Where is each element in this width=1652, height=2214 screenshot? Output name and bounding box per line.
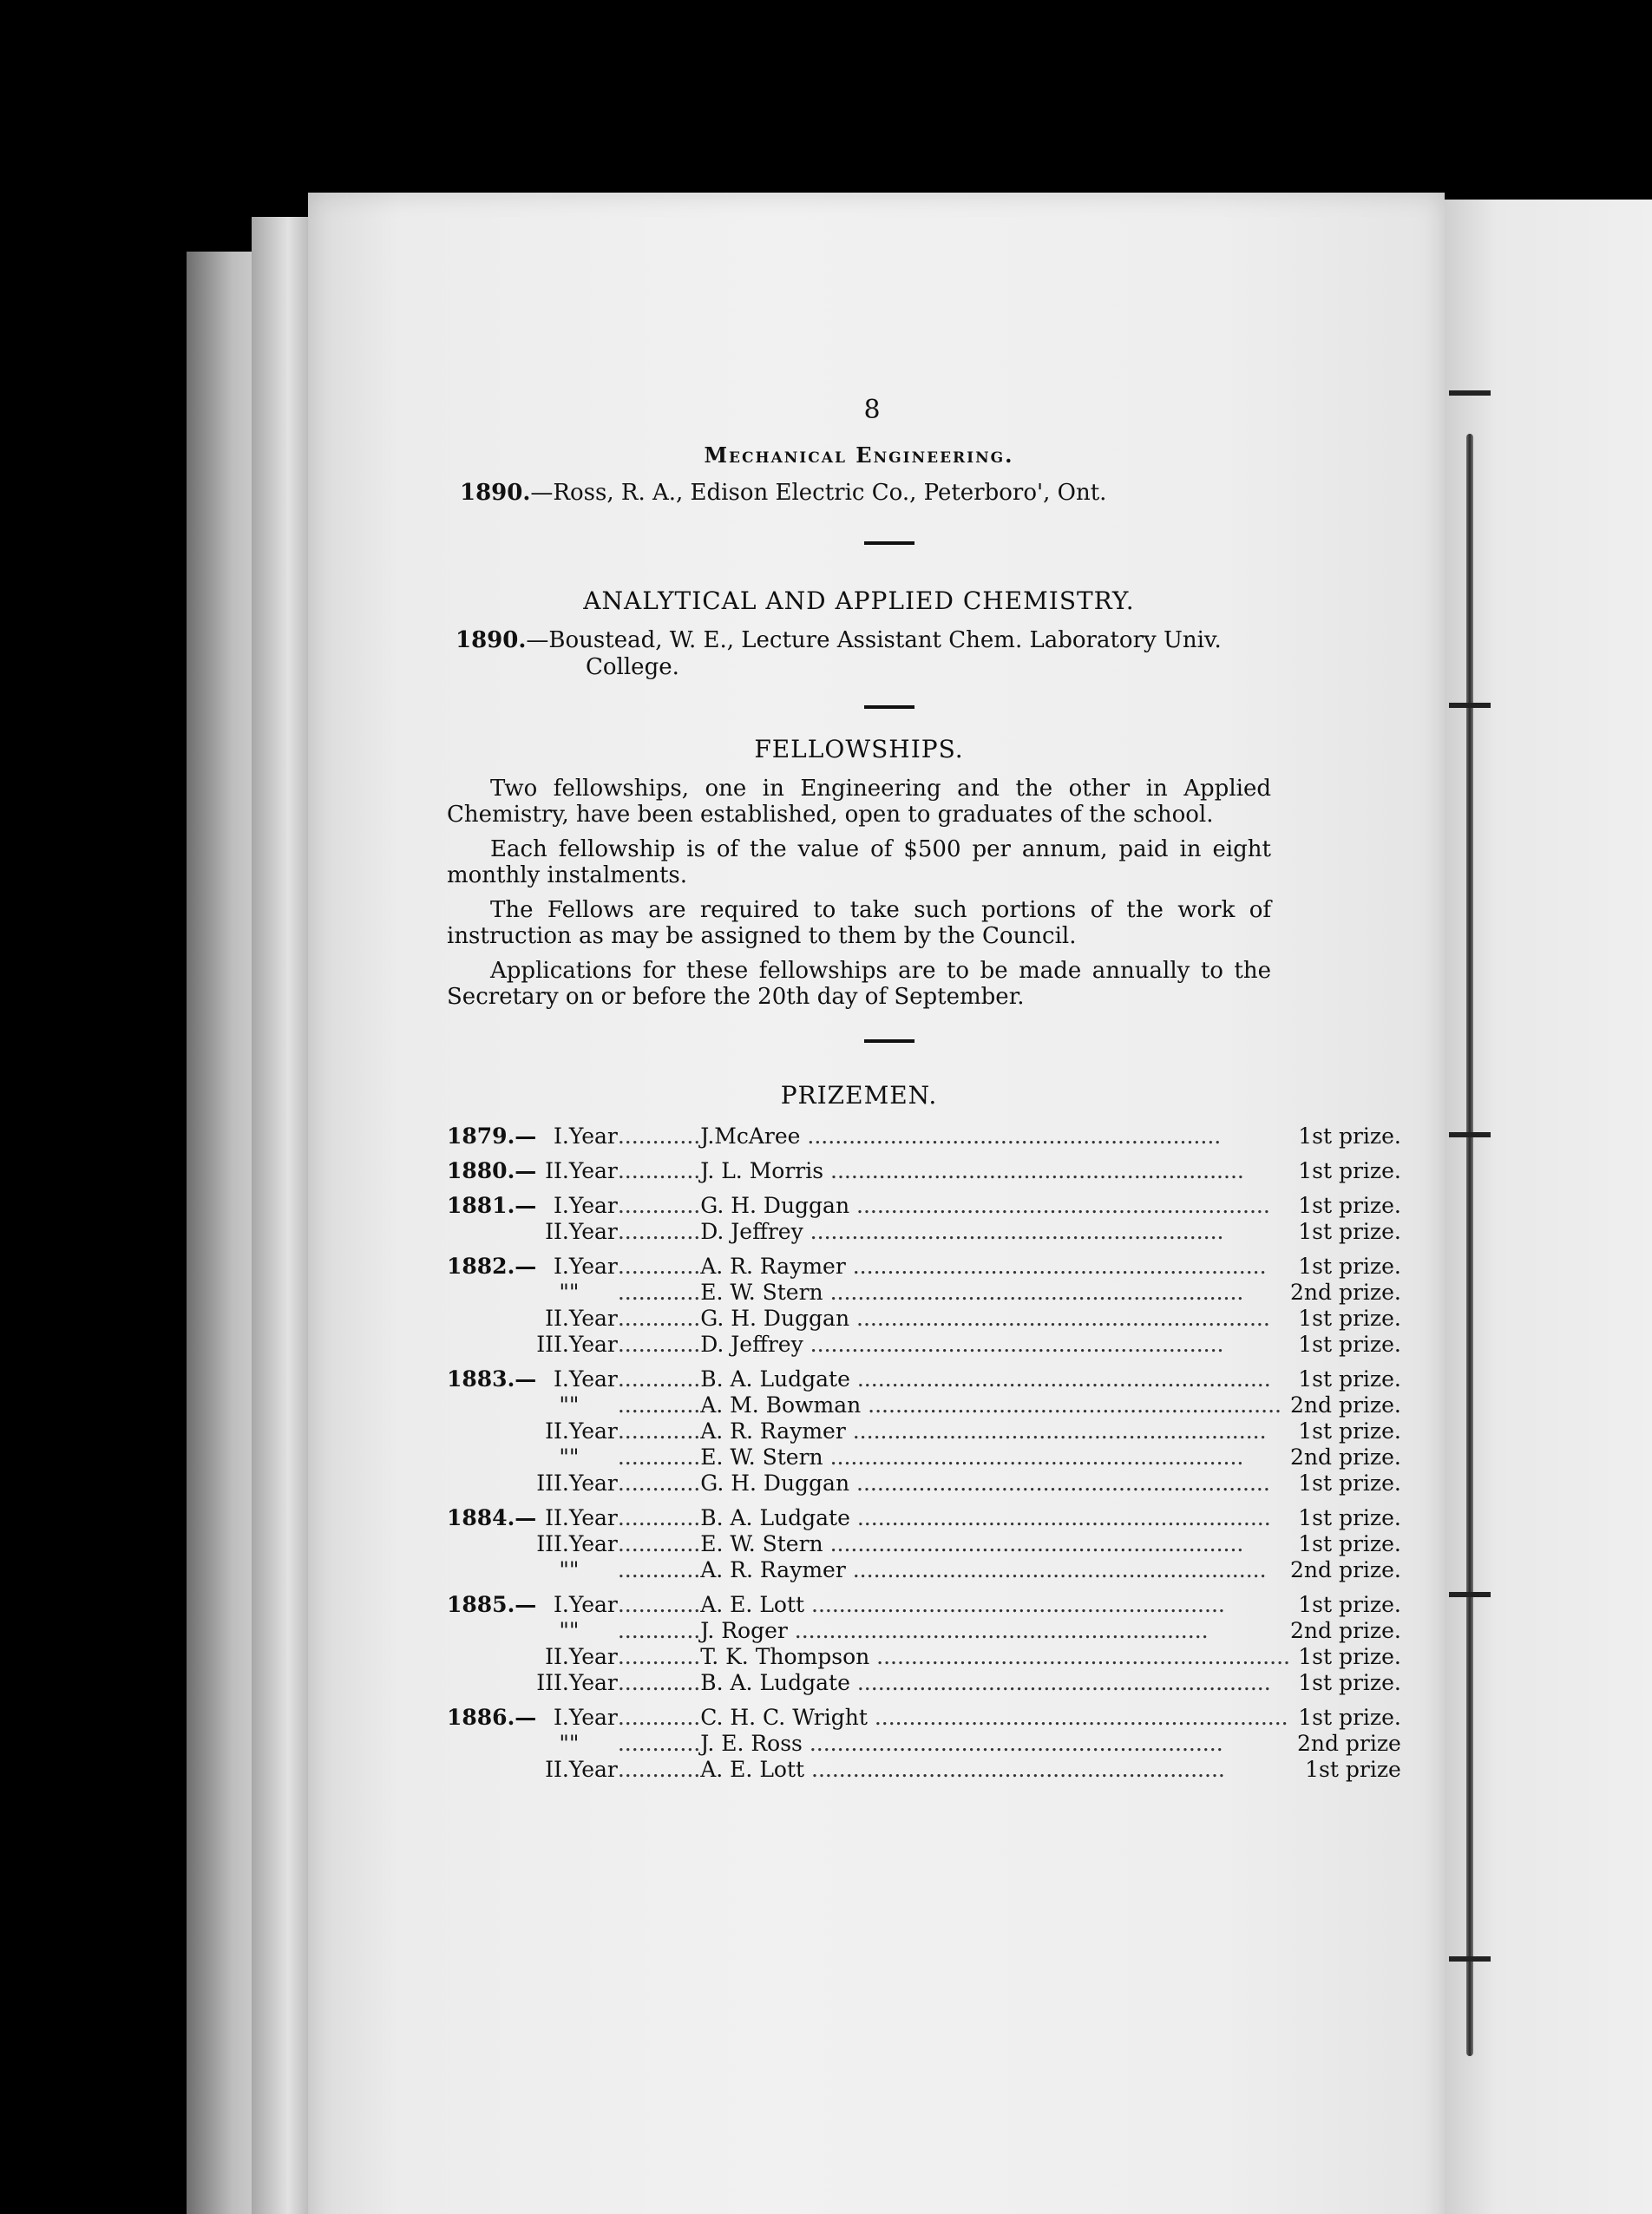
prize-year: 1880.— (447, 1158, 537, 1183)
prize-award: 1st prize. (1298, 1705, 1401, 1730)
prize-class: II. (545, 1757, 569, 1782)
prize-year-label: Year (568, 1592, 618, 1617)
prize-row (447, 1358, 1401, 1392)
leader-dots: ............ (617, 1219, 701, 1244)
leader-dots: ............ (617, 1757, 701, 1782)
prize-year: 1886.— (447, 1705, 537, 1730)
prize-winner-cell (618, 1184, 1290, 1219)
prize-year-label: Year (568, 1193, 618, 1218)
leader-dots: ............ (617, 1418, 701, 1444)
prize-award: 1st prize. (1298, 1644, 1401, 1669)
prize-year-label: " (568, 1280, 580, 1305)
prize-row (447, 1670, 1401, 1696)
fellowship-paragraph: Applications for these fellowships are to be made annually to the Secretary on or before the 20th day of September. (447, 958, 1271, 1010)
prize-row (447, 1245, 1401, 1280)
prize-year (447, 1644, 536, 1670)
prize-year (447, 1731, 536, 1757)
leader-dots: ............ (617, 1158, 701, 1183)
leader-dots: ............ (617, 1644, 701, 1669)
prize-award: 2nd prize. (1289, 1557, 1401, 1582)
prize-winner: E. W. Stern (700, 1531, 823, 1556)
prize-year: 1882.— (447, 1254, 537, 1279)
prize-winner: G. H. Duggan (700, 1471, 850, 1496)
prize-winner: E. W. Stern (700, 1280, 823, 1305)
prize-winner: G. H. Duggan (700, 1193, 850, 1218)
prize-year (447, 1757, 536, 1783)
prize-winner-cell (618, 1418, 1290, 1444)
leader-dots: ............................................................ (800, 1123, 1222, 1149)
prize-year: 1879.— (447, 1123, 537, 1149)
prize-year-label: " (568, 1392, 580, 1418)
prize-year (447, 1332, 536, 1358)
prize-row (447, 1618, 1401, 1644)
prize-winner-cell (618, 1757, 1290, 1783)
prize-award: 1st prize. (1298, 1332, 1401, 1357)
prize-award: 1st prize. (1298, 1418, 1401, 1444)
prize-winner-cell (618, 1444, 1290, 1471)
prize-winner-cell (618, 1618, 1290, 1644)
prize-award: 1st prize. (1298, 1531, 1401, 1556)
prize-winner-cell (618, 1531, 1290, 1557)
prize-award: 2nd prize. (1289, 1280, 1401, 1305)
prize-winner: J.McAree (700, 1123, 801, 1149)
prize-winner-cell (618, 1358, 1290, 1392)
prize-year: 1883.— (447, 1366, 537, 1392)
page-number: 8 (863, 395, 881, 425)
prize-year-label: Year (568, 1705, 618, 1730)
leader-dots: ............................................................ (849, 1505, 1271, 1530)
prize-winner: B. A. Ludgate (700, 1670, 850, 1695)
binding-thread (1466, 434, 1473, 2056)
leader-dots: ............ (617, 1123, 701, 1149)
prize-year-label: Year (568, 1158, 618, 1183)
leader-dots: ............................................................ (849, 1193, 1270, 1218)
prize-year-label: Year (568, 1418, 618, 1444)
prize-year-label: " (568, 1731, 580, 1756)
prize-row (447, 1392, 1401, 1418)
prize-year-label: Year (568, 1219, 618, 1244)
prize-year-label: Year (568, 1531, 618, 1556)
prize-year-label: Year (568, 1644, 618, 1669)
entry-year: 1890. (460, 480, 531, 506)
prize-row (447, 1219, 1401, 1245)
prize-class: II. (545, 1418, 569, 1444)
prize-class: III. (536, 1471, 569, 1496)
prize-class: I. (554, 1254, 569, 1279)
chemistry-entry-continuation: College. (586, 654, 679, 680)
prize-award: 2nd prize. (1289, 1444, 1401, 1470)
prize-winner-cell (618, 1306, 1290, 1332)
prize-year (447, 1306, 536, 1332)
prize-row (447, 1471, 1401, 1497)
prize-year (447, 1531, 536, 1557)
prize-winner: D. Jeffrey (700, 1332, 803, 1357)
leader-dots: ............................................................ (802, 1731, 1223, 1756)
prize-winner: J. Roger (700, 1618, 788, 1643)
leader-dots: ............................................................ (804, 1592, 1225, 1617)
leader-dots: ............ (617, 1254, 701, 1279)
prize-row (447, 1531, 1401, 1557)
prize-year (447, 1418, 536, 1444)
fellowship-paragraph: The Fellows are required to take such portions of the work of instruction as may be assigned to them by the Council. (447, 897, 1271, 949)
prize-award: 1st prize. (1298, 1254, 1401, 1279)
mechanical-engineering-heading: Mechanical Engineering. (704, 442, 1014, 468)
prize-winner: A. R. Raymer (700, 1254, 846, 1279)
prize-award: 2nd prize (1296, 1731, 1401, 1756)
prize-class: I. (554, 1193, 569, 1218)
leader-dots: ............ (617, 1471, 701, 1496)
prize-year-label: " (568, 1618, 580, 1643)
leader-dots: ............ (617, 1444, 701, 1470)
prize-winner: E. W. Stern (700, 1444, 823, 1470)
prize-year-label: " (568, 1444, 580, 1470)
prize-year-label: Year (568, 1306, 618, 1331)
prize-year-label: Year (568, 1123, 618, 1149)
prize-award: 1st prize. (1298, 1592, 1401, 1617)
prize-year (447, 1392, 536, 1418)
entry-text: —Ross, R. A., Edison Electric Co., Peterboro', Ont. (530, 480, 1107, 506)
leader-dots: ............................................................ (845, 1557, 1267, 1582)
prize-winner: G. H. Duggan (700, 1306, 850, 1331)
prize-row (447, 1731, 1401, 1757)
leader-dots: ............ (617, 1705, 701, 1730)
leader-dots: ............ (617, 1531, 701, 1556)
prize-winner-cell (618, 1392, 1290, 1418)
section-divider (864, 541, 914, 545)
prize-year (447, 1557, 536, 1583)
prize-winner-cell (618, 1731, 1290, 1757)
prize-class: II. (545, 1158, 569, 1183)
prize-class: " (559, 1444, 569, 1470)
prize-award: 1st prize. (1298, 1158, 1401, 1183)
leader-dots: ............ (617, 1392, 701, 1418)
prizemen-table (447, 1123, 1401, 1783)
prize-row (447, 1306, 1401, 1332)
prize-winner-cell (618, 1471, 1290, 1497)
prize-row (447, 1557, 1401, 1583)
prize-class: I. (554, 1592, 569, 1617)
prize-class: III. (536, 1531, 569, 1556)
leader-dots: ............................................................ (804, 1757, 1225, 1782)
leader-dots: ............................................................ (849, 1306, 1270, 1331)
leader-dots: ............ (617, 1592, 701, 1617)
binding-stitch (1449, 1132, 1491, 1137)
prize-winner-cell (618, 1644, 1290, 1670)
prize-award: 2nd prize. (1289, 1392, 1401, 1418)
prize-class: III. (536, 1332, 569, 1357)
entry-year: 1890. (456, 627, 527, 653)
prize-row (447, 1280, 1401, 1306)
prize-class: I. (554, 1705, 569, 1730)
prize-winner: D. Jeffrey (700, 1219, 803, 1244)
prize-class: II. (545, 1219, 569, 1244)
leader-dots: ............................................................ (849, 1670, 1271, 1695)
prize-row (447, 1184, 1401, 1219)
prize-winner-cell (618, 1219, 1290, 1245)
prize-class: " (559, 1618, 569, 1643)
prize-class: II. (545, 1306, 569, 1331)
prize-class: " (559, 1280, 569, 1305)
leader-dots: ............ (617, 1618, 701, 1643)
prize-winner: A. R. Raymer (700, 1418, 846, 1444)
prize-award: 1st prize. (1298, 1193, 1401, 1218)
page-content (447, 395, 1401, 1783)
leader-dots: ............................................................ (823, 1531, 1244, 1556)
leader-dots: ............................................................ (823, 1444, 1244, 1470)
prize-class: II. (545, 1505, 569, 1530)
leader-dots: ............................................................ (823, 1280, 1244, 1305)
fellowships-heading: FELLOWSHIPS. (754, 735, 964, 763)
leader-dots: ............ (617, 1332, 701, 1357)
section-divider (864, 705, 914, 709)
prize-year-label: " (568, 1557, 580, 1582)
prize-winner-cell (618, 1150, 1290, 1184)
prize-class: " (559, 1392, 569, 1418)
prize-winner-cell (618, 1123, 1290, 1150)
leader-dots: ............................................................ (849, 1471, 1270, 1496)
prize-row (447, 1497, 1401, 1531)
prize-award: 1st prize. (1298, 1366, 1401, 1392)
prize-class: II. (545, 1644, 569, 1669)
facing-page (1445, 200, 1652, 2214)
prize-class: III. (536, 1670, 569, 1695)
leader-dots: ............................................................ (867, 1705, 1288, 1730)
prize-winner: B. A. Ludgate (700, 1366, 850, 1392)
prize-award: 1st prize. (1298, 1670, 1401, 1695)
leader-dots: ............................................................ (849, 1366, 1271, 1392)
leader-dots: ............................................................ (803, 1219, 1224, 1244)
prize-winner: J. E. Ross (700, 1731, 803, 1756)
fellowship-paragraph: Two fellowships, one in Engineering and the other in Applied Chemistry, have been established, open to graduates of the school. (447, 776, 1271, 828)
prize-winner-cell (618, 1245, 1290, 1280)
prize-year: 1884.— (447, 1505, 537, 1530)
prize-row (447, 1644, 1401, 1670)
binding-stitch (1449, 1592, 1491, 1597)
prize-award: 1st prize. (1298, 1306, 1401, 1331)
prize-winner: T. K. Thompson (700, 1644, 870, 1669)
prize-year-label: Year (568, 1254, 618, 1279)
prize-year: 1885.— (447, 1592, 537, 1617)
prize-winner: J. L. Morris (700, 1158, 824, 1183)
prize-row (447, 1583, 1401, 1618)
leader-dots: ............ (617, 1193, 701, 1218)
prize-class: " (559, 1731, 569, 1756)
prize-winner: A. M. Bowman (700, 1392, 862, 1418)
leader-dots: ............ (617, 1505, 701, 1530)
leader-dots: ............ (617, 1366, 701, 1392)
prize-year-label: Year (568, 1471, 618, 1496)
prize-class: I. (554, 1123, 569, 1149)
prize-winner-cell (618, 1670, 1290, 1696)
prize-year (447, 1471, 536, 1497)
leader-dots: ............................................................ (869, 1644, 1290, 1669)
prize-winner-cell (618, 1557, 1290, 1583)
prize-winner-cell (618, 1696, 1290, 1731)
prize-row (447, 1418, 1401, 1444)
prize-year-label: Year (568, 1366, 618, 1392)
prize-award: 1st prize. (1298, 1471, 1401, 1496)
prize-row (447, 1332, 1401, 1358)
prize-winner-cell (618, 1332, 1290, 1358)
prize-award: 1st prize. (1298, 1219, 1401, 1244)
leader-dots: ............................................................ (845, 1254, 1267, 1279)
leader-dots: ............................................................ (823, 1158, 1244, 1183)
prize-row (447, 1123, 1401, 1150)
prizemen-heading: PRIZEMEN. (780, 1081, 938, 1110)
prize-class: " (559, 1557, 569, 1582)
leader-dots: ............................................................ (861, 1392, 1282, 1418)
prize-winner: C. H. C. Wright (700, 1705, 868, 1730)
prize-year (447, 1280, 536, 1306)
binding-stitch (1449, 390, 1491, 396)
mechanical-engineering-entry (447, 480, 1271, 507)
prize-winner-cell (618, 1280, 1290, 1306)
leader-dots: ............ (617, 1731, 701, 1756)
prize-year (447, 1444, 536, 1471)
prize-row (447, 1150, 1401, 1184)
prize-year (447, 1618, 536, 1644)
leader-dots: ............................................................ (845, 1418, 1267, 1444)
prize-year (447, 1670, 536, 1696)
prize-winner: A. R. Raymer (700, 1557, 846, 1582)
prize-year-label: Year (568, 1757, 618, 1782)
prize-winner-cell (618, 1583, 1290, 1618)
leader-dots: ............ (617, 1670, 701, 1695)
entry-text: —Boustead, W. E., Lecture Assistant Chem. Laboratory Univ. (526, 627, 1222, 653)
prize-winner-cell (618, 1497, 1290, 1531)
chemistry-entry (447, 627, 1271, 654)
binding-stitch (1449, 1956, 1491, 1962)
fellowship-paragraph: Each fellowship is of the value of $500 per annum, paid in eight monthly instalments. (447, 836, 1271, 888)
section-divider (864, 1039, 914, 1043)
prize-row (447, 1696, 1401, 1731)
leader-dots: ............................................................ (803, 1332, 1224, 1357)
prize-year-label: Year (568, 1670, 618, 1695)
binding-stitch (1449, 703, 1491, 708)
prize-class: I. (554, 1366, 569, 1392)
prize-winner: A. E. Lott (700, 1757, 805, 1782)
prize-winner: B. A. Ludgate (700, 1505, 850, 1530)
leader-dots: ............................................................ (787, 1618, 1209, 1643)
prize-year: 1881.— (447, 1193, 537, 1218)
leader-dots: ............ (617, 1280, 701, 1305)
prize-award: 1st prize. (1298, 1123, 1401, 1149)
prize-award: 2nd prize. (1289, 1618, 1401, 1643)
chemistry-heading: ANALYTICAL AND APPLIED CHEMISTRY. (583, 586, 1135, 615)
prize-award: 1st prize. (1298, 1505, 1401, 1530)
prize-year-label: Year (568, 1505, 618, 1530)
page-stack-edge (252, 217, 312, 2214)
prize-year (447, 1219, 536, 1245)
prize-year-label: Year (568, 1332, 618, 1357)
prize-row (447, 1444, 1401, 1471)
prize-winner: A. E. Lott (700, 1592, 805, 1617)
leader-dots: ............ (617, 1557, 701, 1582)
prize-award: 1st prize (1305, 1757, 1401, 1782)
prize-row (447, 1757, 1401, 1783)
leader-dots: ............ (617, 1306, 701, 1331)
